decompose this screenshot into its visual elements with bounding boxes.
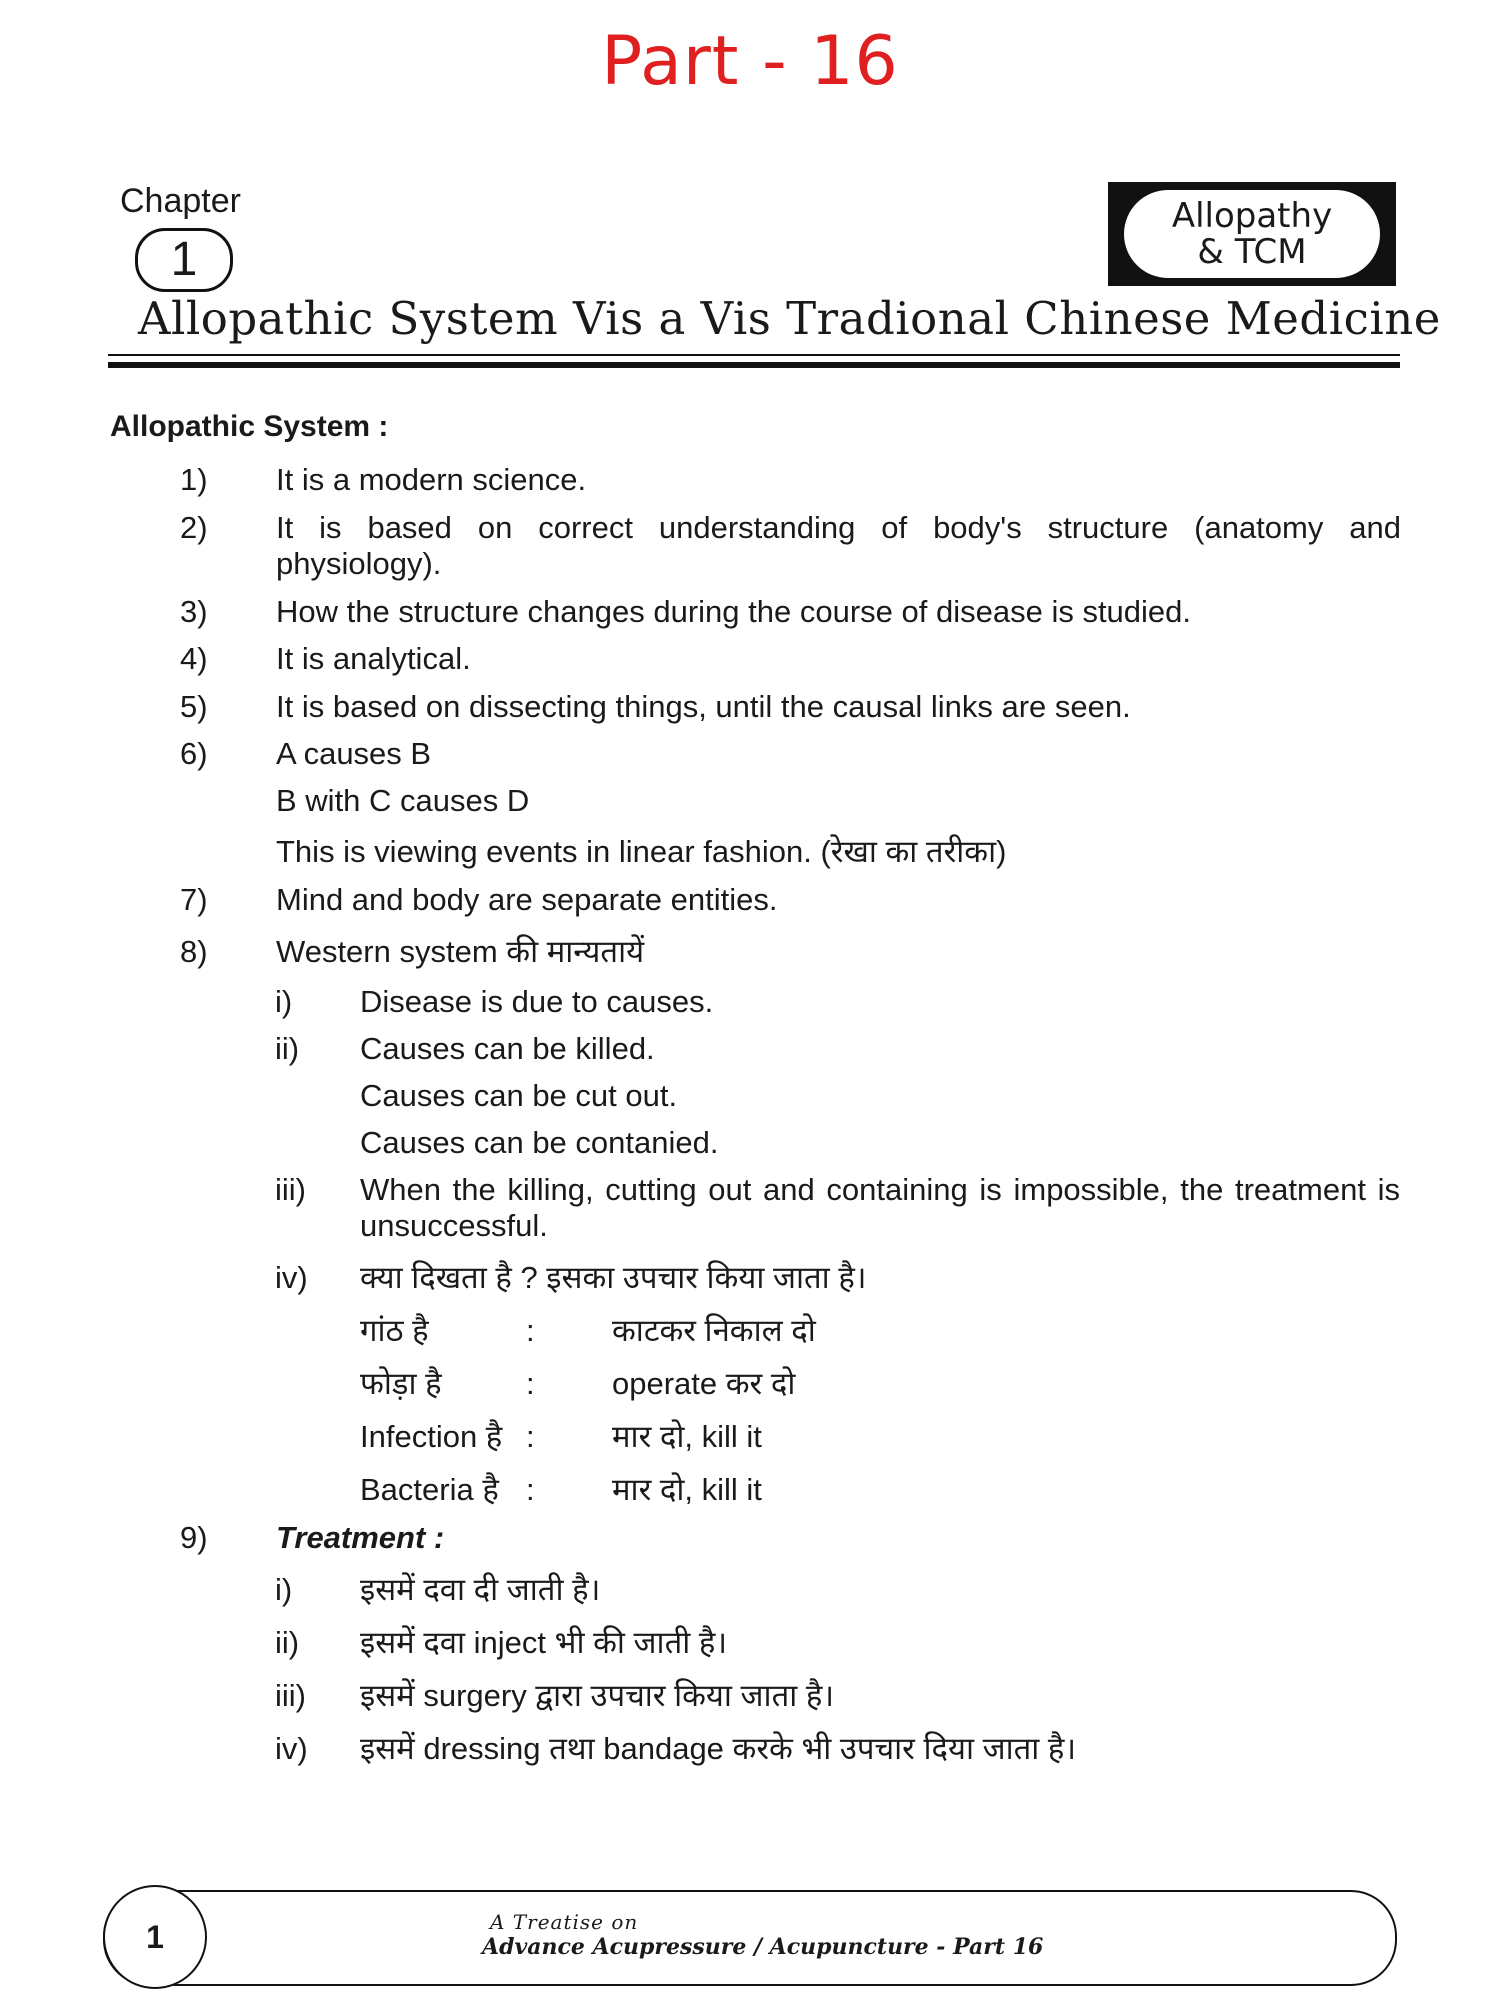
sub-item-text: Disease is due to causes.: [360, 984, 714, 1019]
item-text: It is based on correct understanding of body's structure (anatomy and physiology).: [276, 510, 1401, 581]
part-title: Part - 16: [601, 22, 899, 101]
item-text: Mind and body are separate entities.: [276, 882, 778, 917]
treatment-heading: Treatment :: [276, 1520, 445, 1555]
chapter-number-badge: 1: [135, 228, 233, 292]
topic-tag-line1: Allopathy: [1171, 196, 1333, 236]
sub-item-number: ii): [275, 1625, 300, 1660]
sub-item-number: iv): [275, 1260, 308, 1295]
item-number: 1): [180, 462, 208, 497]
sub-item-number: iii): [275, 1678, 306, 1713]
item-text: A causes B: [276, 736, 432, 771]
item-text: It is a modern science.: [276, 462, 587, 497]
chapter-label: Chapter: [120, 182, 241, 220]
title-divider-thin: [108, 354, 1400, 356]
pair-left: फोड़ा है: [360, 1366, 442, 1401]
sub-item-number: ii): [275, 1031, 300, 1066]
pair-right: operate कर दो: [612, 1366, 796, 1401]
sub-item-number: i): [275, 1572, 293, 1607]
footer-book-line1: A Treatise on: [490, 1910, 639, 1934]
item-number: 3): [180, 594, 208, 629]
sub-item-number: iii): [275, 1172, 306, 1207]
item-number: 8): [180, 934, 208, 969]
item-number: 4): [180, 641, 208, 676]
sub-item-text: इसमें दवा दी जाती है।: [360, 1572, 601, 1607]
pair-separator: :: [526, 1419, 535, 1454]
item-number: 7): [180, 882, 208, 917]
pair-right: मार दो, kill it: [612, 1472, 762, 1507]
sub-item-text: When the killing, cutting out and containing is impossible, the treatment is unsuccessful.: [360, 1172, 1400, 1243]
item-text: It is based on dissecting things, until the causal links are seen.: [276, 689, 1131, 724]
pair-right: मार दो, kill it: [612, 1419, 762, 1454]
item-text: This is viewing events in linear fashion. (रेखा का तरीका): [276, 834, 1007, 869]
sub-item-text: इसमें dressing तथा bandage करके भी उपचार दिया जाता है।: [360, 1731, 1077, 1766]
item-text: Western system की मान्यतायें: [276, 934, 645, 969]
sub-item-number: i): [275, 984, 293, 1019]
item-text: It is analytical.: [276, 641, 471, 676]
sub-item-text: इसमें दवा inject भी की जाती है।: [360, 1625, 728, 1660]
item-number: 9): [180, 1520, 208, 1555]
item-text: B with C causes D: [276, 783, 530, 818]
sub-item-text: क्या दिखता है ? इसका उपचार किया जाता है।: [360, 1260, 867, 1295]
topic-tag-line2: & TCM: [1197, 232, 1307, 272]
pair-separator: :: [526, 1313, 535, 1348]
item-text: How the structure changes during the course of disease is studied.: [276, 594, 1192, 629]
pair-left: Infection है: [360, 1419, 503, 1454]
sub-item-number: iv): [275, 1731, 308, 1766]
footer-book-title: Advance Acupressure / Acupuncture - Part 16: [482, 1934, 1044, 1960]
sub-item-text: इसमें surgery द्वारा उपचार किया जाता है।: [360, 1678, 835, 1713]
section-heading: Allopathic System :: [110, 410, 389, 443]
sub-item-text: Causes can be killed.: [360, 1031, 655, 1066]
topic-tag: [1124, 190, 1380, 278]
pair-left: गांठ है: [360, 1313, 429, 1348]
pair-separator: :: [526, 1366, 535, 1401]
sub-item-text: Causes can be contanied.: [360, 1125, 719, 1160]
item-number: 6): [180, 736, 208, 771]
item-number: 2): [180, 510, 208, 545]
pair-separator: :: [526, 1472, 535, 1507]
chapter-title: Allopathic System Vis a Vis Tradional Chinese Medicine: [138, 292, 1441, 345]
item-number: 5): [180, 689, 208, 724]
page-number: 1: [103, 1885, 207, 1989]
pair-left: Bacteria है: [360, 1472, 499, 1507]
sub-item-text: Causes can be cut out.: [360, 1078, 678, 1113]
title-divider-thick: [108, 362, 1400, 368]
pair-right: काटकर निकाल दो: [612, 1313, 816, 1348]
